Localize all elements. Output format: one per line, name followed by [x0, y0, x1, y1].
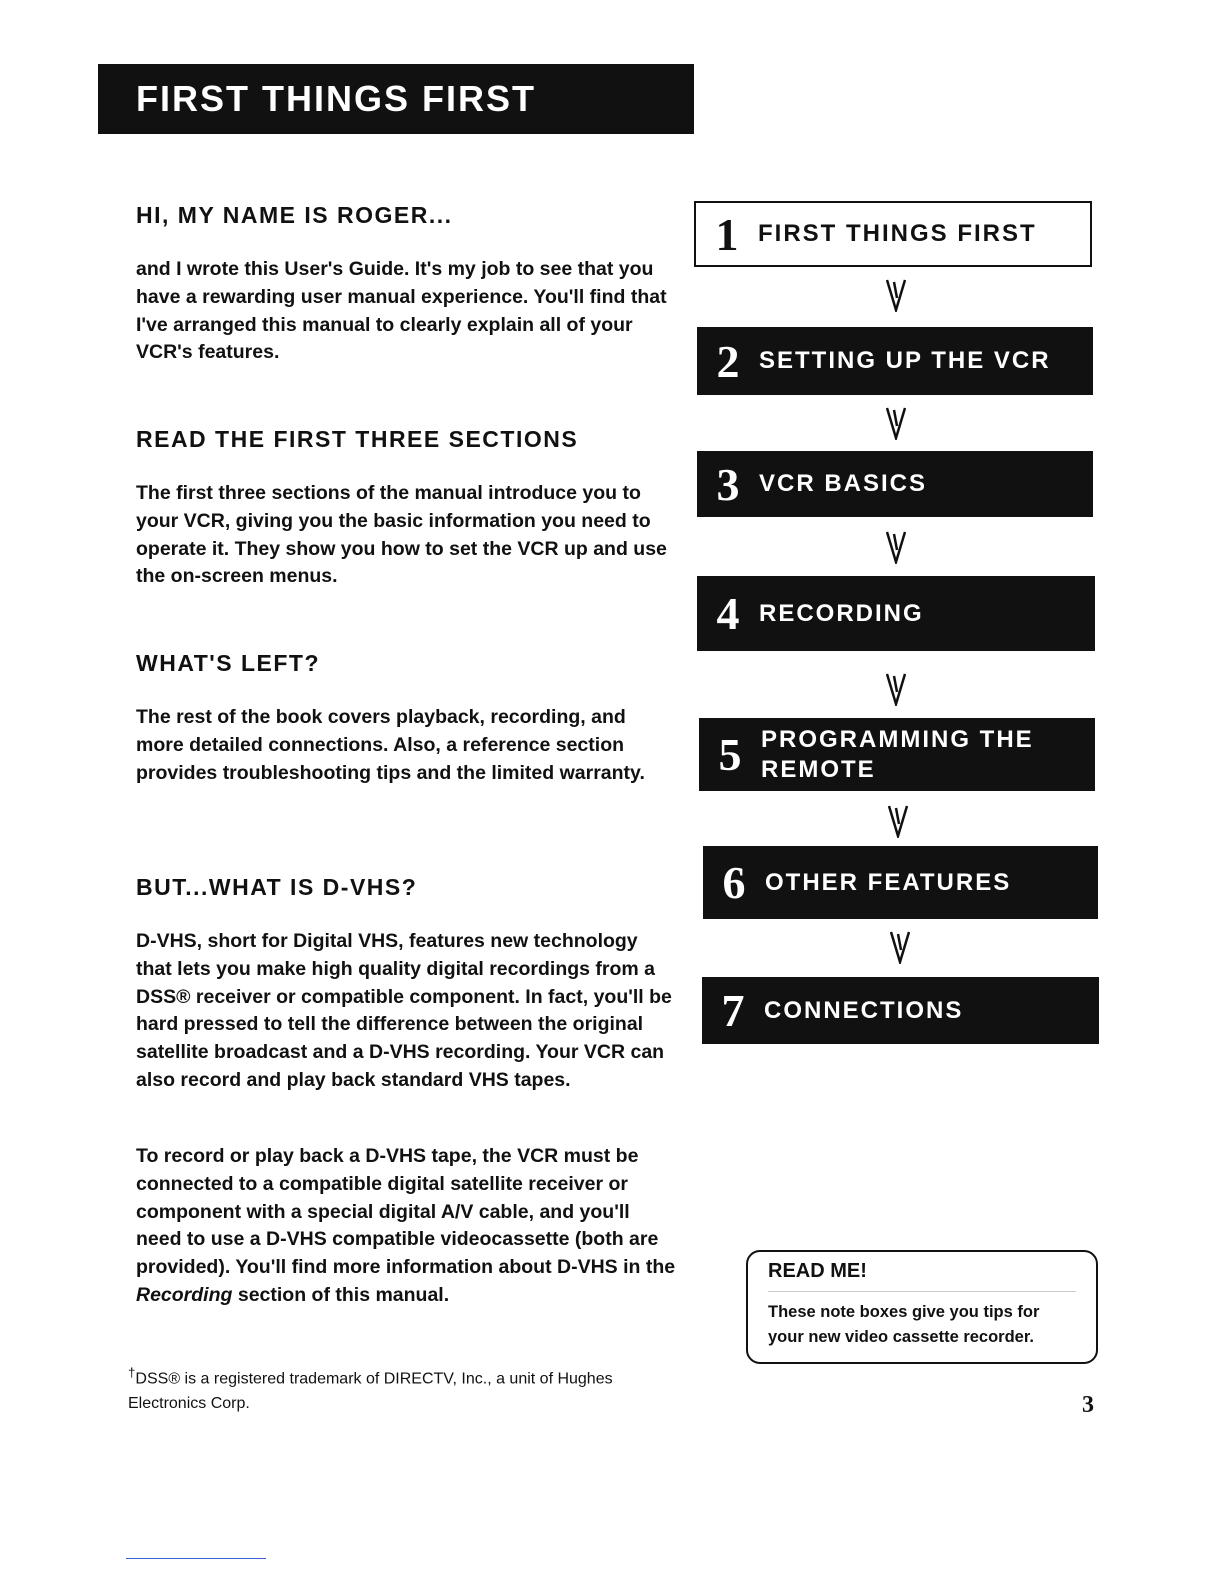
- arrow-down-icon: [886, 278, 906, 312]
- section-body-dvhs-2: [136, 1143, 676, 1310]
- step-1-label: FIRST THINGS FIRST: [758, 220, 1037, 247]
- footnote-text: DSS® is a registered trademark of DIRECTV, Inc., a unit of Hughes Electronics Corp.: [128, 1370, 613, 1413]
- step-7-number: 7: [721, 985, 745, 1036]
- step-2: [697, 327, 1093, 395]
- step-1: [694, 201, 1092, 267]
- step-6-number: 6: [722, 857, 746, 908]
- note-divider: [768, 1291, 1076, 1292]
- step-1-number: 1: [715, 208, 739, 260]
- section-body-dvhs: D-VHS, short for Digital VHS, features new technology that lets you make high quality digital recordings from a DSS® receiver or compatible component. In fact, you'll be hard pressed to tell the difference between the original satellite broadcast and a D-VHS recording. Your VCR can also record and play back standard VHS tapes.: [136, 930, 672, 1091]
- bottom-divider: [126, 1558, 266, 1559]
- page-number: 3: [1082, 1392, 1094, 1418]
- section-body-intro: and I wrote this User's Guide. It's my job to see that you have a rewarding user manual experience. You'll find that I've arranged this manual to clearly explain all of your VCR's features.: [136, 258, 667, 364]
- step-6: [703, 846, 1098, 919]
- step-3: [697, 451, 1093, 517]
- dvhs-2-text-a: To record or play back a D-VHS tape, the VCR must be connected to a compatible digital satellite receiver or component with a special digital A/V cable, and you'll need to use a D-VHS compatible videocassette (both are provided). You'll find more information about D-VHS in the: [136, 1145, 676, 1279]
- arrow-down-icon: [886, 672, 906, 706]
- step-4-label: RECORDING: [759, 599, 924, 627]
- section-heading-intro: HI, MY NAME IS ROGER...: [136, 202, 453, 228]
- page-title: FIRST THINGS FIRST: [136, 78, 536, 119]
- step-3-label: VCR BASICS: [759, 470, 928, 497]
- step-4: [697, 576, 1095, 651]
- dvhs-2-text-b: section of this manual.: [232, 1283, 450, 1306]
- step-6-label: OTHER FEATURES: [765, 868, 1012, 896]
- step-2-number: 2: [716, 335, 740, 387]
- recording-section-ref: Recording: [136, 1283, 233, 1306]
- footnote-marker: †: [128, 1365, 136, 1380]
- page-title-banner: [98, 64, 694, 134]
- step-7-label: CONNECTIONS: [764, 996, 964, 1024]
- section-heading-dvhs: BUT...WHAT IS D-VHS?: [136, 874, 418, 900]
- read-me-note: [746, 1250, 1098, 1364]
- step-3-number: 3: [716, 458, 740, 510]
- step-5-number: 5: [718, 729, 742, 780]
- arrow-down-icon: [886, 530, 906, 564]
- step-4-number: 4: [716, 588, 740, 639]
- section-body-first-three: The first three sections of the manual introduce you to your VCR, giving you the basic information you need to operate it. They show you how to set the VCR up and use the on-screen menus.: [136, 482, 667, 588]
- arrow-down-icon: [888, 804, 908, 838]
- section-heading-first-three: READ THE FIRST THREE SECTIONS: [136, 426, 579, 452]
- step-5-label: PROGRAMMING THE REMOTE: [761, 725, 1034, 783]
- footnote: [128, 1360, 658, 1416]
- note-title: READ ME!: [768, 1260, 867, 1282]
- note-text: These note boxes give you tips for your new video cassette recorder.: [768, 1303, 1040, 1346]
- step-7: [702, 977, 1099, 1044]
- section-body-whats-left: The rest of the book covers playback, recording, and more detailed connections. Also, a reference section provides troubleshooting tips and the limited warranty.: [136, 706, 645, 784]
- arrow-down-icon: [886, 406, 906, 440]
- section-heading-whats-left: WHAT'S LEFT?: [136, 650, 321, 676]
- arrow-down-icon: [890, 930, 910, 964]
- step-5: [699, 718, 1095, 791]
- step-2-label: SETTING UP THE VCR: [759, 347, 1051, 374]
